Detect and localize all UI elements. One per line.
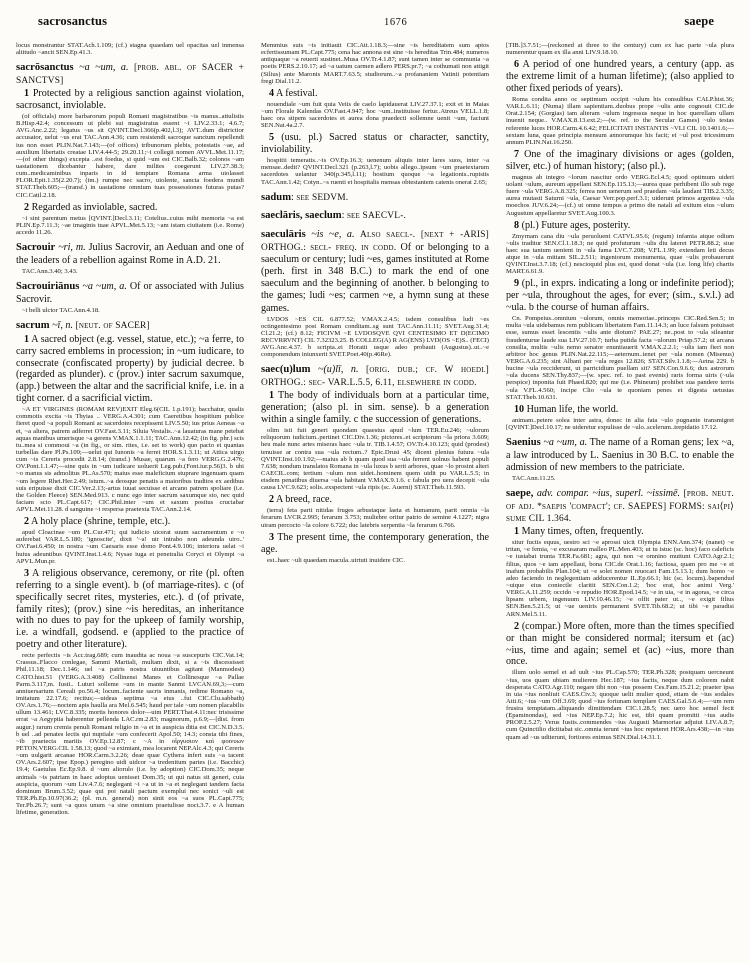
sense-definition <box>506 278 734 314</box>
part-of-speech: m. <box>75 242 86 254</box>
sense-number: 2 <box>24 516 30 528</box>
running-head-right: saepe <box>684 14 714 28</box>
sense-citations: TAC.Ann.11.25. <box>512 474 556 482</box>
inflection: ~ī <box>52 319 61 331</box>
sense-definition <box>506 220 734 232</box>
etymology: Also saecl-. [next + -ARIS] <box>359 230 489 241</box>
column-2 <box>254 42 489 947</box>
etymology: [prob. abl. of SACER + SANCTVS] <box>16 63 244 86</box>
etymology: [neut. of SACER] <box>75 320 150 331</box>
sense-text: The name of a Roman gens; lex ~a, a law introduced by L. Saenius in 30 B.C. to enable the admission of new members to the patriciate. <box>506 436 734 473</box>
sense-citations: magnus ab integro ~lorum nascitur ordo VERG.Ecl.4.5; quod optimum uideri uolant ~ulum, aureum appellant SEN.Ep.115.13;—aurea quae perhibent illo sub rege fuere ~ula VERG.A.8.325; ferrea non uenerum sed praedam ~ula laudant TIB.2.3.35; aurea mutasti Saturni ~ula, Caesar Verr.pop.perf.3.1; uiderunt primos argentea ~ula moechos JUV.6.24;—(cf.) ut omne tempus a primo die natali ad exitum eius ~ulum Augustum appellaretur SVET.Aug.100.3. <box>506 173 734 217</box>
entry-sacrouir <box>16 242 244 275</box>
part-of-speech: a. <box>119 281 127 293</box>
sense-number: 7 <box>514 148 520 160</box>
sense-text: Of or associated with Julius Sacrovir. <box>16 281 244 305</box>
sense-citations: ~i sint parentum metus [QVINT.]Decl.3.11; Cotelius..cuius mihi memoria ~a est PLIN.Ep.7.11.3; ~ae imaginis tuae APVL.Met.5.13; ~am istam ciuitatem (i.e. Rome) accedo 11.26. <box>16 214 244 236</box>
sense-text: Protected by a religious sanction against violation, sacrosanct, inviolable. <box>16 88 244 112</box>
crossref-target[interactable]: see SEDVM. <box>296 192 349 203</box>
inflection: ~a ~um <box>79 62 113 74</box>
part-of-speech: a. <box>346 229 355 241</box>
sense-text: One of the imaginary divisions or ages (golden, silver, etc.) of human history; (also pl.). <box>506 148 734 172</box>
entry-saenius <box>506 437 734 482</box>
sense-text: (pl., in exprs. indicating a long or indefinite period); per ~ula, throughout the ages, for ever; (sim., s.v.l.) ad ~ula. b the course of human affairs. <box>506 278 734 314</box>
sense-number: 1 <box>24 333 30 345</box>
sense-definition <box>506 149 734 173</box>
inflection: adv. compar. ~ius, superl. ~issimē. <box>536 488 681 500</box>
sense-number: 4 <box>269 87 275 99</box>
sense-text: (usu. pl.) Sacred status or character, sanctity, inviolability. <box>261 132 489 156</box>
headword: saepe, <box>506 488 534 500</box>
entry-headline: Sacrouir ~ri, m. Julius Sacrovir, an Aeduan and one of the leaders of a rebellion against Rome in A.D. 21. <box>16 242 244 266</box>
headword: Saenius <box>506 436 541 448</box>
crossref-lemma: saeclāris, saeclum <box>261 210 342 222</box>
inflection: ~ri <box>58 242 71 254</box>
etymology: [orig. dub.; cf. W hoedl] <box>366 365 489 376</box>
sense-text: Regarded as inviolable, sacred. <box>31 201 158 213</box>
page-number: 1676 <box>383 17 408 28</box>
sense-text: A holy place (shrine, temple, etc.). <box>31 516 171 528</box>
sense-citations: (terra) feta parit nitidas fruges arbustaque laeta et humanum, parit omnia ~la ferarum LVCR.2.995; ferarum 3.753; muliebre oritur patrio de semine 4.1227; nigra uiram percocto ~la colore 6.722; duc latebris serpentia ~la ferarum 6.766. <box>261 507 489 529</box>
sense-citations: ~i belli ulctor TAC.Ann.4.18. <box>22 306 100 314</box>
headword: sacrōsanctus <box>16 62 74 74</box>
sense-definition <box>16 568 244 651</box>
entry-sacrum <box>16 320 244 816</box>
sense-citations: TAC.Ann.3.40; 3.43. <box>22 267 78 275</box>
sense-text: A religious observance, ceremony, or rite (pl. often referring to a single event). b (of marriage-rites). c (of specifically secret rites, mysteries, etc.). d (of private, family rites); (prov.) sine ~is hereditas, an inheritance with no dues to pay for the upkeep of family worship, i.e. a windfall, godsend. e (applied to the practice of poetry and other literature). <box>16 567 244 651</box>
entry-headline: sacrōsanctus ~a ~um, a. [prob. abl. of SACER + SANCTVS] <box>16 62 244 86</box>
sense-text: The present time, the contemporary generation, the age. <box>261 531 489 555</box>
continued-citations: Memmius suis ~is initiauit CIC.Att.1.18.3;—sine ~is hereditatem sum aptos ecfertissumam PL.Capt.775; cena hac annona est sine ~is hereditas Trin.484; numeros antiquaque ~a reuerti sustinet..Musa OV.Tr.4.1.87; sunt tamen inter se communia ~a poetis PERS.2.10.17; ad ~a uatum carmen adlero PERS.pr.7; ~a cothumati non attigit (Silius) ante Maronis MART.7.63.5; studiorum..~a profananiem Vatinii potentiam fregi Dial.11.2. <box>261 42 489 85</box>
sense-definition <box>506 526 734 538</box>
sense-definition <box>261 390 489 426</box>
sense-citations: olim isti fuit generi quondam quaestus apud ~lum TER.Eu.246; ~ulorum reliquorum iudicium..pertinet CIC.Div.1.36; pictores..et scriptorum ~la priora 3.609; heu male nunc artes miseras haec ~ula tr. TIB.1.4.57; OV.Tr.4.10.123; quid (prodest) tenuisse ar contra sua ~ula rectum..? Epic.Drusi 45; dicent plenius futura ~ula QVINT.Inst.10.1.92;—maius ab h quam quod sua ~ula ferrent uolnus habent populi 7.638; nondum translatos Romana in ~ula luxus b serit arbores, quae ~lo prosint alteri CAECIL.com; tertium ~ulum non uidet..hominem quem uidit pu VAR.L.5.5; in eisdem penatibus diuersa ~ula habitant V.MAX.9.1.6. c fabula pro uera decepit ~ula causa LVC.9.623; solis..exspectent ~ula ripis (sc. Auerni) STAT.Theb.11.593. <box>261 427 489 492</box>
sense-definition <box>261 494 489 506</box>
sense-citations: hospitii temeratis..~is OV.Ep.16.3; uenenum aliquis inter lares suos, inter ~a mensae..dedit? QVINT.Decl.321 (p.263,l.7); uobis allego..ipsum ~um praetextarum sacerdotes uelantur 340(p.345,l.11); hostium quoque ~a legationis..rupistis TAC.Ann.1.42; Cotyn..~s ruenti et hospitalis mensas obtestantem catenis onerat 2.65; <box>261 157 489 186</box>
sense-citations: ~A ET VIRGINES (ROMAM REV)EXIT Eleg.6(CIL 1.p.191); bacchatur, qualis commotis excita ~is Thyias .. VERG.A.4.301; cum Caeretibus hospitium publice fieret quod ~a populi Romani ac sacerdotes recepissent LIV.5.50; ius prius Aeneas ~a et, ~a altera, patrem adferret OV.Fast.3.11; Siluia Vestalis..~a lauaturas mane petebat aquas manibus umerisque ~a gerens V.MAX.1.1.11; TAC.Ann.12.42; (in fig. phr.) scis tu..mea si commoui ~a (in fig., or sim. rites, i.e. set to work) quo pacto et quantas turbellas dare Pl.Ps.109;—uelut qui Iunonis ~a ferret HOR.S.1.3.11; ut Attica uirgo cum ~is Cereris procedit 2.8.14; (transf.) Musae, quarum ~a fero VERG.G.2.476; OV.Pont.1.1.47;—sine quis in ~um iudicare uoluerit Leg.pub.(Font.iur.p.56)3. b ubi ~o manus sis admolitus PL.As.570; maius esse maleficium stuprare ingenuam quam ~um legere Rhet.Her.2.49; istum..~a deosque penatis a maioribus traditos ex aedibus suis eripuisse dixit CIC.Ver.2.13;-artus iuuat secuisse et arcano patrem spoliare (i.e. the Golden Fleece) SEN.Med.913. c nunc ego inter sacrum saxumque sto, nec quid faciam scio PL.Capt.617; CIC.Phil.inter ~um et saxum positus cruciabar APVL.Met.11.28. d sanguine ~i respersa praetexta TAC.Ann.2.14. <box>16 406 244 514</box>
sense-number: 2 <box>269 494 275 506</box>
headword: Sacrouir <box>16 242 56 254</box>
inflection: ~is ~e <box>311 229 339 241</box>
sense-text: Of or belonging to a saeculum or century; ludi ~es, games instituted at Rome (perh. first in 348 B.C.) to mark the end of one saeculum and the beginning of another. b belonging to the games; ludi ~es; carmen ~e, a hymn sung at these games. <box>261 241 489 314</box>
entry-saeculum <box>261 364 489 563</box>
inflection: ~a ~um <box>543 436 575 448</box>
column-container <box>16 42 734 947</box>
sense-definition <box>16 516 244 528</box>
sense-text: (pl.) Future ages, posterity. <box>521 219 631 231</box>
sense-text: A period of one hundred years, a century (app. as the extreme limit of a human lifetime); (also applied to other fixed periods of years). <box>506 59 734 95</box>
headword: sacrum <box>16 319 50 331</box>
etymology: [prob. neut. of adj. *saepis 'compact'; cf. SAEPES] <box>506 489 734 512</box>
entry-headline: saeculāris ~is ~e, a. Also saecl-. [next + -ARIS] ORTHOG.: secl- freq. in codd. Of or belonging to a saeculum or century; ludi ~es, games instituted at Rome (perh. first in 348 B.C.) to mark the end of one saeculum and the beginning of another. b belonging to the games; ludi ~es; carmen ~e, a hymn sung at these games. <box>261 229 489 314</box>
sense-definition <box>506 404 734 416</box>
sense-citations: (of officials) more barbarorum populi Romani magistratibus ~is manus..attulistis B.Hisp.42.4; concessum ut plebi sui magistratus essent ~i LIV.2.33.1; 4.6.7; AVG.Anc.2.22; legatus ~us sit QVINT.Decl.366(p.402,l.3); AVT..dum districtior accusator, uelut ~us erat TAC.Ann.4.36; cum resistendi sacroque sanctum repellendi ius non esset PLIN.Nat.7.143;—(of offices) tribunorum plebis, potestatis ~ae, ad auxilium libertatis creatae LIV.4.44-5; 29.20.11;~i collegii nomen AVVL.Met.11.17;—(of other things) excepta ..est foedus, si quid ~um est CIC.Balb.32; colonos ~am uastationem dicebantur habere, dare milites coegerunt LIV.27.38.3; cum..medicaminibus inparis in id temptare Romana arma uiolasset FLOR.Epit.1.35(2.20.7); (im.) rumpe nec sacro, uiolente, sancta foedera mundi STAT.Theb.605;—(transf.) in uastatione omnium tuas possessiones futuras putas? CIC.Catil.2.18. <box>16 113 244 199</box>
entry-saepe <box>506 488 734 741</box>
column-3 <box>499 42 734 947</box>
sense-citations: recte perfectis ~is Acc.trag.689; cum inaudita ac noua ~a suscepuris CIC.Vat.14; Crassus..Flacco conlegae, Sammi Martiali, multam dixit, si a ~is discessisset Phil.11.18; Dec.1.146; uel ~a patris nostra uiuuntibus agitant (Manmodest) CATO.hist.51 (VERG.A.3.408) Collinensi Manes et Collinesque ~a Pallae Parm.3.117,m. Iusti.. Luturi solleme ~um in mante Sanmi LVCAN.69,3;—cum anniuersarium Cereali po.56.4; locum..faciente sacris inmanis, redime Romano ~a, imitatum 22.17.6; recitus;—uideas septima ~a eius ..fui CIC.Clu.sabbath) OV.Ars.1.76;—noctem apis haulla ara Mel.6.545; haud per tale ~um nomen placabilis ullum 13.461; LVC.8.335; mortis honores dolor—uim PERT.That.4.11:nec trisissime errat ~a Aegyptia haberentur pellenda LAC.rm.2.83; magnorum, p.6.9;—[dist. from augur.) rarum cremis penuli Romani religio in ~a et in auspicia ditia est CIC.N.D.3.5. b uel ..ad penates lectis qui nuptiale ~um confecerit Apol.50; 14.3; consta tibi fines, ~ib praetecta maritis OV.Ep.12.87; c ~A in οἴργυσιον καὶ φοινυων PETON.VERG.CIL 1.58.13; quod ~a eximiant, mea locarent NEP.Alc.4.3; qui Cereris ~um uulgarit arcanae HOR.Carm.3.2.26; deae quae Cythera infert suis ~a tacent OV.Ars.2.607; ipse Epop.) peregino uidi uidcor ~a tredenitum partes (i.e. Bacchic) 19.4; Gaetulus Ec.Ep.9.8. d ~um aliorulo (i.e. by adoption) CIC.Dom.35; neque animals ~is patriam in haec adoptus uenisset Dom.35; ut qui natus sit generi, cuia auspicia, quorum ~um Liv.4.7.6; neglegant ~i ~a ut in ~a et neglegant tandem facta dominum Brum.3.52; quae qui poi natali pactum exemplui nec sonici ~uli est TER.Ph.Ep.10.97(36.2; (pl. m.n. general) non sinit eos ~a suos PL.Capt.775; Ter.Pb.26.7; sunt ~a quos unum ~a sine omnium praetulisse noct.3.7. e A human lifetime, generation. <box>16 652 244 817</box>
sense-citations: Roma condita anno oc septimum occipit ~ulum his consulibus CALP.hist.36; VAR.L.6.11; (Numa) illam sapientiam..duobus prope ~ulis ante cognouit CIC.de Orat.2.154; (Gorgias) iam alteram ~ulum ingressus neque in hoc querellam ullam inuenit neque.. V.MAX.8.13.ext.2;—(w. ref. to the Secular Games) ~ulo testas referente luces HOR.Carm.4.6.42; FELICITATI INSTANTIS ~VLI CIL 10.1401.6;—sextam luna, quae principia mensum annorumque his facit; et ~ul post tricesimum annum PLIN.Nat.16.250. <box>506 96 734 146</box>
sense-text: Many times, often, frequently. <box>521 526 644 538</box>
sense-text: (compar.) More often, more than the times specified or than might be considered normal; itersum et (ac) ~ius, time and again; semel et (ac) ~ius, more than once. <box>506 620 734 668</box>
sense-citations: nouendiale ~um fuit quia Veiis de caelo lapidauerat LIV.27.37.1; exit et in Maias ~um Florale Kalendas OV.Fast.4.947; hoc ~um..instituisse fertur..Atreus VELL.1.8; haec ora stipem sacerdotes et aurea dona praedecti sollemne uenit ~um, faciunt SEN.Nat.4a.2.7. <box>261 100 489 130</box>
entry-headline: Saenius ~a ~um, a. The name of a Roman gens; lex ~a, a law introduced by L. Saenius in 30 B.C. to enable the admission of new members to the patriciate. <box>506 436 734 473</box>
entry-sacrosanctus <box>16 62 244 236</box>
sense-number: 1 <box>24 88 30 100</box>
orthography-note: ORTHOG.: sec- VAR.L.5.5, 6.11, elsewhere in codd. <box>261 378 477 389</box>
sense-definition <box>16 88 244 112</box>
running-head <box>16 14 734 36</box>
inflection: ~(u)lī <box>317 364 341 376</box>
sense-citations: situr fuctis equus, uestro sci ~e aprossi uicit Olympia ENN.Ann.374; (nanet) ~e tritan, ~e femia, ~e excusaram malleo PL.Men.403; ut tu istuc (sc. hoc) faco caleficis ~e iustabat trunta TER.Fa.681; agra, qui non ~e omnino muttunt CATO.Agr.2.1; filius, quos ~e iam appellaui, bona CIC.de Orat.1.16; factiosa, quam pro me ~e et inafum probabilis Plan.104; ut ~e solet nomen reuocari Fam.15.13.1; dum homo ~e adeo faciendo in neglegentiam adducerentur IL.Ep.66.1; hic (sc. locum)..bapendud ~uique eius coniectle claritit SEN.Con.1.2; 'hoc erat, hoc animi Verg.' VERG.A.11.259; occido ~e repudio HOR.Epod.14.5; ~e in uia, ~e in agoras, ~e circa lipsam urbem, ingenuum LIV.10.46.15; ~e olfit pater ut.., ~e exigit filius SEN.Ben.5.21.5; ut ~ue ueniris permanent SVET.Tib.68.2; ut tibi ~e paradisi ARN.Mel.5.11. <box>506 539 734 618</box>
part-of-speech: n. <box>65 319 73 331</box>
inflection: ~a ~um <box>82 281 114 293</box>
sense-number: 1 <box>269 390 275 402</box>
sense-citations: Zmyrnam cana diu ~ula peruoluent CATVL.95.6; (regum) infamia atque odium ~ulis traditur SEN.Cl.1.18.3; ne quid profuturum ~ulis diu lateret PETR.88.2; siue haec sua tantum uenient in ~ula fama LVC.7.208; V.FL.1.99; extendam leti decus atque in ~ula mittam SIL.2.511; ingeniorum monumenta, quae ~ulis probauerunt QVINT.Inst.3.7.18; (cf.) nescioquid plus est, quod donat ~ula (i.e. long life) chartis MART.6.61.9. <box>506 232 734 276</box>
part-of-speech: a. <box>120 62 129 74</box>
sense-number: 10 <box>514 403 525 415</box>
sense-definition <box>506 621 734 669</box>
sense-number: 1 <box>514 526 520 538</box>
sense-citations: LVDOS ~ES CIL 6.877.52; V.MAX.2.4.5; isdem consulibus ludi ~es octingentesimo post Romam conditam..sg sunt TAC.Ann.11.11; SVET.Aug.31.4; Cl.21.2; (cf.) 8.12; FICIVM ~E LVDOSQVE QVI CENTESIMO ET D(ECIMO RECVRRVNT) CIL 7.32323.25. B COLLEG(A) R AG(ENS) LVD(OS ~E)S.. (FECI) AVG.Anc.4.37. b scripta..ei Horatii usque adeo probauit (Augustus)..ut..~e componendum iniunxerit SVET.Poet.40(p.46Re). <box>261 315 489 359</box>
entry-headline: saec(u)lum ~(u)lī, n. [orig. dub.; cf. W hoedl] ORTHOG.: sec- VAR.L.5.5, 6.11, elsewhere in codd. <box>261 364 489 389</box>
sense-number: 2 <box>514 620 520 632</box>
sense-citations: illum uolo semel et ad uult ~ius PL.Cap.570; TER.Ph.328; postquam uercneunt ~ius, uos quam ubiam mulierem Hec.187; ~ius factis, neque dum colorem nabit desperata CATO.Agr.110; negare tibi non ~ius possem Ces.Fam.15.21.2; praeter ipsa in uia ~ius nonliuit CAES.Civ.3; quoque uelit mulier quod, etiam de ~ius sodales Atti.6; ~ius ~um Off.3.69; quod ~ius fortunam templare CAES.Gal.5.6.4;—~um rem frustra temptatam..aliquando dimittendam CIC.1.28.5; nec uero hoc semel fecit (Epaminondas), sed ~ius NEP.Ep.7.2; hic est, tibi quam promitti ~ius audis PROP.2.5.27; Verus Iustis..commendes ~ius Augusti Marmoriae adjuiut LIV.A.8.7; cum Quinctilio dictitabat sic..omnia terunt ~ius hoc repeteret HOR.Ars.438;—in ~ius quam ad ~us uditerunt, fortiores enimus SEN.Dial.14.31.1. <box>506 669 734 741</box>
sense-text: A sacred object (e.g. vessel, statue, etc.); ~a ferre, to carry sacred emblems in procession; in ~um iudicare, to consecrate (confiscated property) by judicial decree. b (regarded as plunder). c (prov.) inter sacrum saxumque, (app.) between the altar and the sacrificial knife, i.e. in a tight corner. d a sacrificial victim. <box>16 333 244 405</box>
sense-citations: animam..petere solea inter astra, donec in alia fata ~ulo pugnante transmigret [QVINT.]Decl.10.17; ne uideretur expulisse de ~ulo..scelerum..trepidatio 17.12. <box>506 416 734 431</box>
sense-number: 2 <box>24 201 30 213</box>
sense-citations: apud Cloacinae ~um PL.Cur.471; qui iudicio uicerat suum sacramentum e ~o auferebat VAR.L.5.180; 'ignoscite', dixit '~a! uir intrabo non adeunda uiro..' OV.Fast.6.450; in nostra ~um Caesaris esse domo Pont.4.9.106; interiora uelat ~i huius adeuntibus QVINT.Inst.1.4.6; Nysae iuga et penetralia Coryci et Olympi ~a APVL.Mun.pr. <box>16 529 244 565</box>
sense-definition <box>261 532 489 556</box>
headword: Sacrouiriānus <box>16 281 80 293</box>
entry-headline: Sacrouiriānus ~a ~um, a. Of or associated with Julius Sacrovir. <box>16 281 244 305</box>
sense-definition <box>261 88 489 100</box>
headword: saeculāris <box>261 229 306 241</box>
sense-citations: Cn. Pompeius..omnium ~ulorum, omnis memoriae..princeps CIC.Red.Sen.5; in multa ~ula uidebamus rem publicam libertatem Fam.11.14.3; an luce falsum potuisset esse, sumus esset lescentis ~ulis ante diotum? PAE.27; ne..post to ~ula sileantur fraudenturue laude sua LIV.27.10.7; turba putida facta ~ulorum Priap.57.2; ut arcana consilia, multis ~ulis nemo senator enuntiauerit V.MAX.2.2.1; ~ulis iam fieri non arbitror hoc genus PLIN.Nat.22.115;—aeternum..tenet per ~ula nomen (Misenus) VERG.A.6.235; sint Albani per ~ula reges 12.826; STAT.Silv.1.1.8;—Aetna 229. b hucine ~ula recciderunt, ut parricidium puellam sit? SEN.Con.9.6.6; dux astrorum ~ula ducens SEN.Thy.837;—(w. spec. ref. to past events) raris forma uiris (~ula perspice) inponita fuit Phaed.820; qui me (i.e. Phineum) prohibet sua pandere terris ~ula V.FL.4.560; incipe Clio ~ula te quoniam penes et digesta uetustas STAT.Theb.10.631. <box>506 315 734 401</box>
sense-number: 5 <box>269 132 275 144</box>
sense-definition <box>16 202 244 214</box>
part-of-speech: a. <box>579 436 588 448</box>
sense-number: 3 <box>24 567 30 579</box>
entry-headline <box>506 488 734 525</box>
headword: saec(u)lum <box>261 364 311 376</box>
entry-sacrouirianus <box>16 281 244 314</box>
column-1 <box>16 42 244 947</box>
running-head-left: sacrosanctus <box>38 14 108 28</box>
sense-number: 9 <box>514 278 520 290</box>
entry-headline: sacrum ~ī, n. [neut. of SACER] <box>16 319 150 331</box>
sense-text: A festival. <box>276 87 318 99</box>
sense-citations: est..haec ~uli quaedam macula..uirtuti inuidere CIC. <box>267 556 405 564</box>
crossref-target[interactable]: see SAECVL-. <box>346 211 407 222</box>
crossref-saeclaris: saeclāris, saeclum: see SAECVL-. <box>261 210 407 222</box>
sense-definition <box>261 132 489 156</box>
continued-citations: locus monstrantur STAT.Ach.1.109; (cf.) stagna quaedam uel opacitas uel inmensa altitudo ~ancit SEN.Ep.41.3. <box>16 42 244 57</box>
crossref-lemma: sadum <box>261 191 292 203</box>
sense-number: 8 <box>514 219 520 231</box>
sense-definition <box>16 334 244 405</box>
crossref-sadum: sadum: see SEDVM. <box>261 191 349 203</box>
entry-saecularis <box>261 229 489 358</box>
sense-text: Julius Sacrovir, an Aeduan and one of the leaders of a rebellion against Rome in A.D. 21. <box>16 242 244 266</box>
sense-number: 6 <box>514 59 520 71</box>
continued-citations: [TIB.]3.7.51;—(reckoned at three to the century) cum ex hac parte ~ula plura numerentur quam ex illa anni LIV.9.18.10. <box>506 42 734 57</box>
orthography-note: ORTHOG.: secl- freq. in codd. <box>261 242 397 253</box>
sense-text: A breed, race. <box>276 494 333 506</box>
sense-definition <box>506 59 734 95</box>
part-of-speech: n. <box>350 364 359 376</box>
sense-number: 3 <box>269 531 275 543</box>
sense-text: Human life, the world. <box>526 403 619 415</box>
sense-text: The body of individuals born at a particular time, generation; (also pl. in sim. sense). b a generation within a single family. c the succession of generations. <box>261 390 489 426</box>
forms-note: FORMS: sai⟨pi⟩sume CIL 1.364. <box>506 501 734 525</box>
